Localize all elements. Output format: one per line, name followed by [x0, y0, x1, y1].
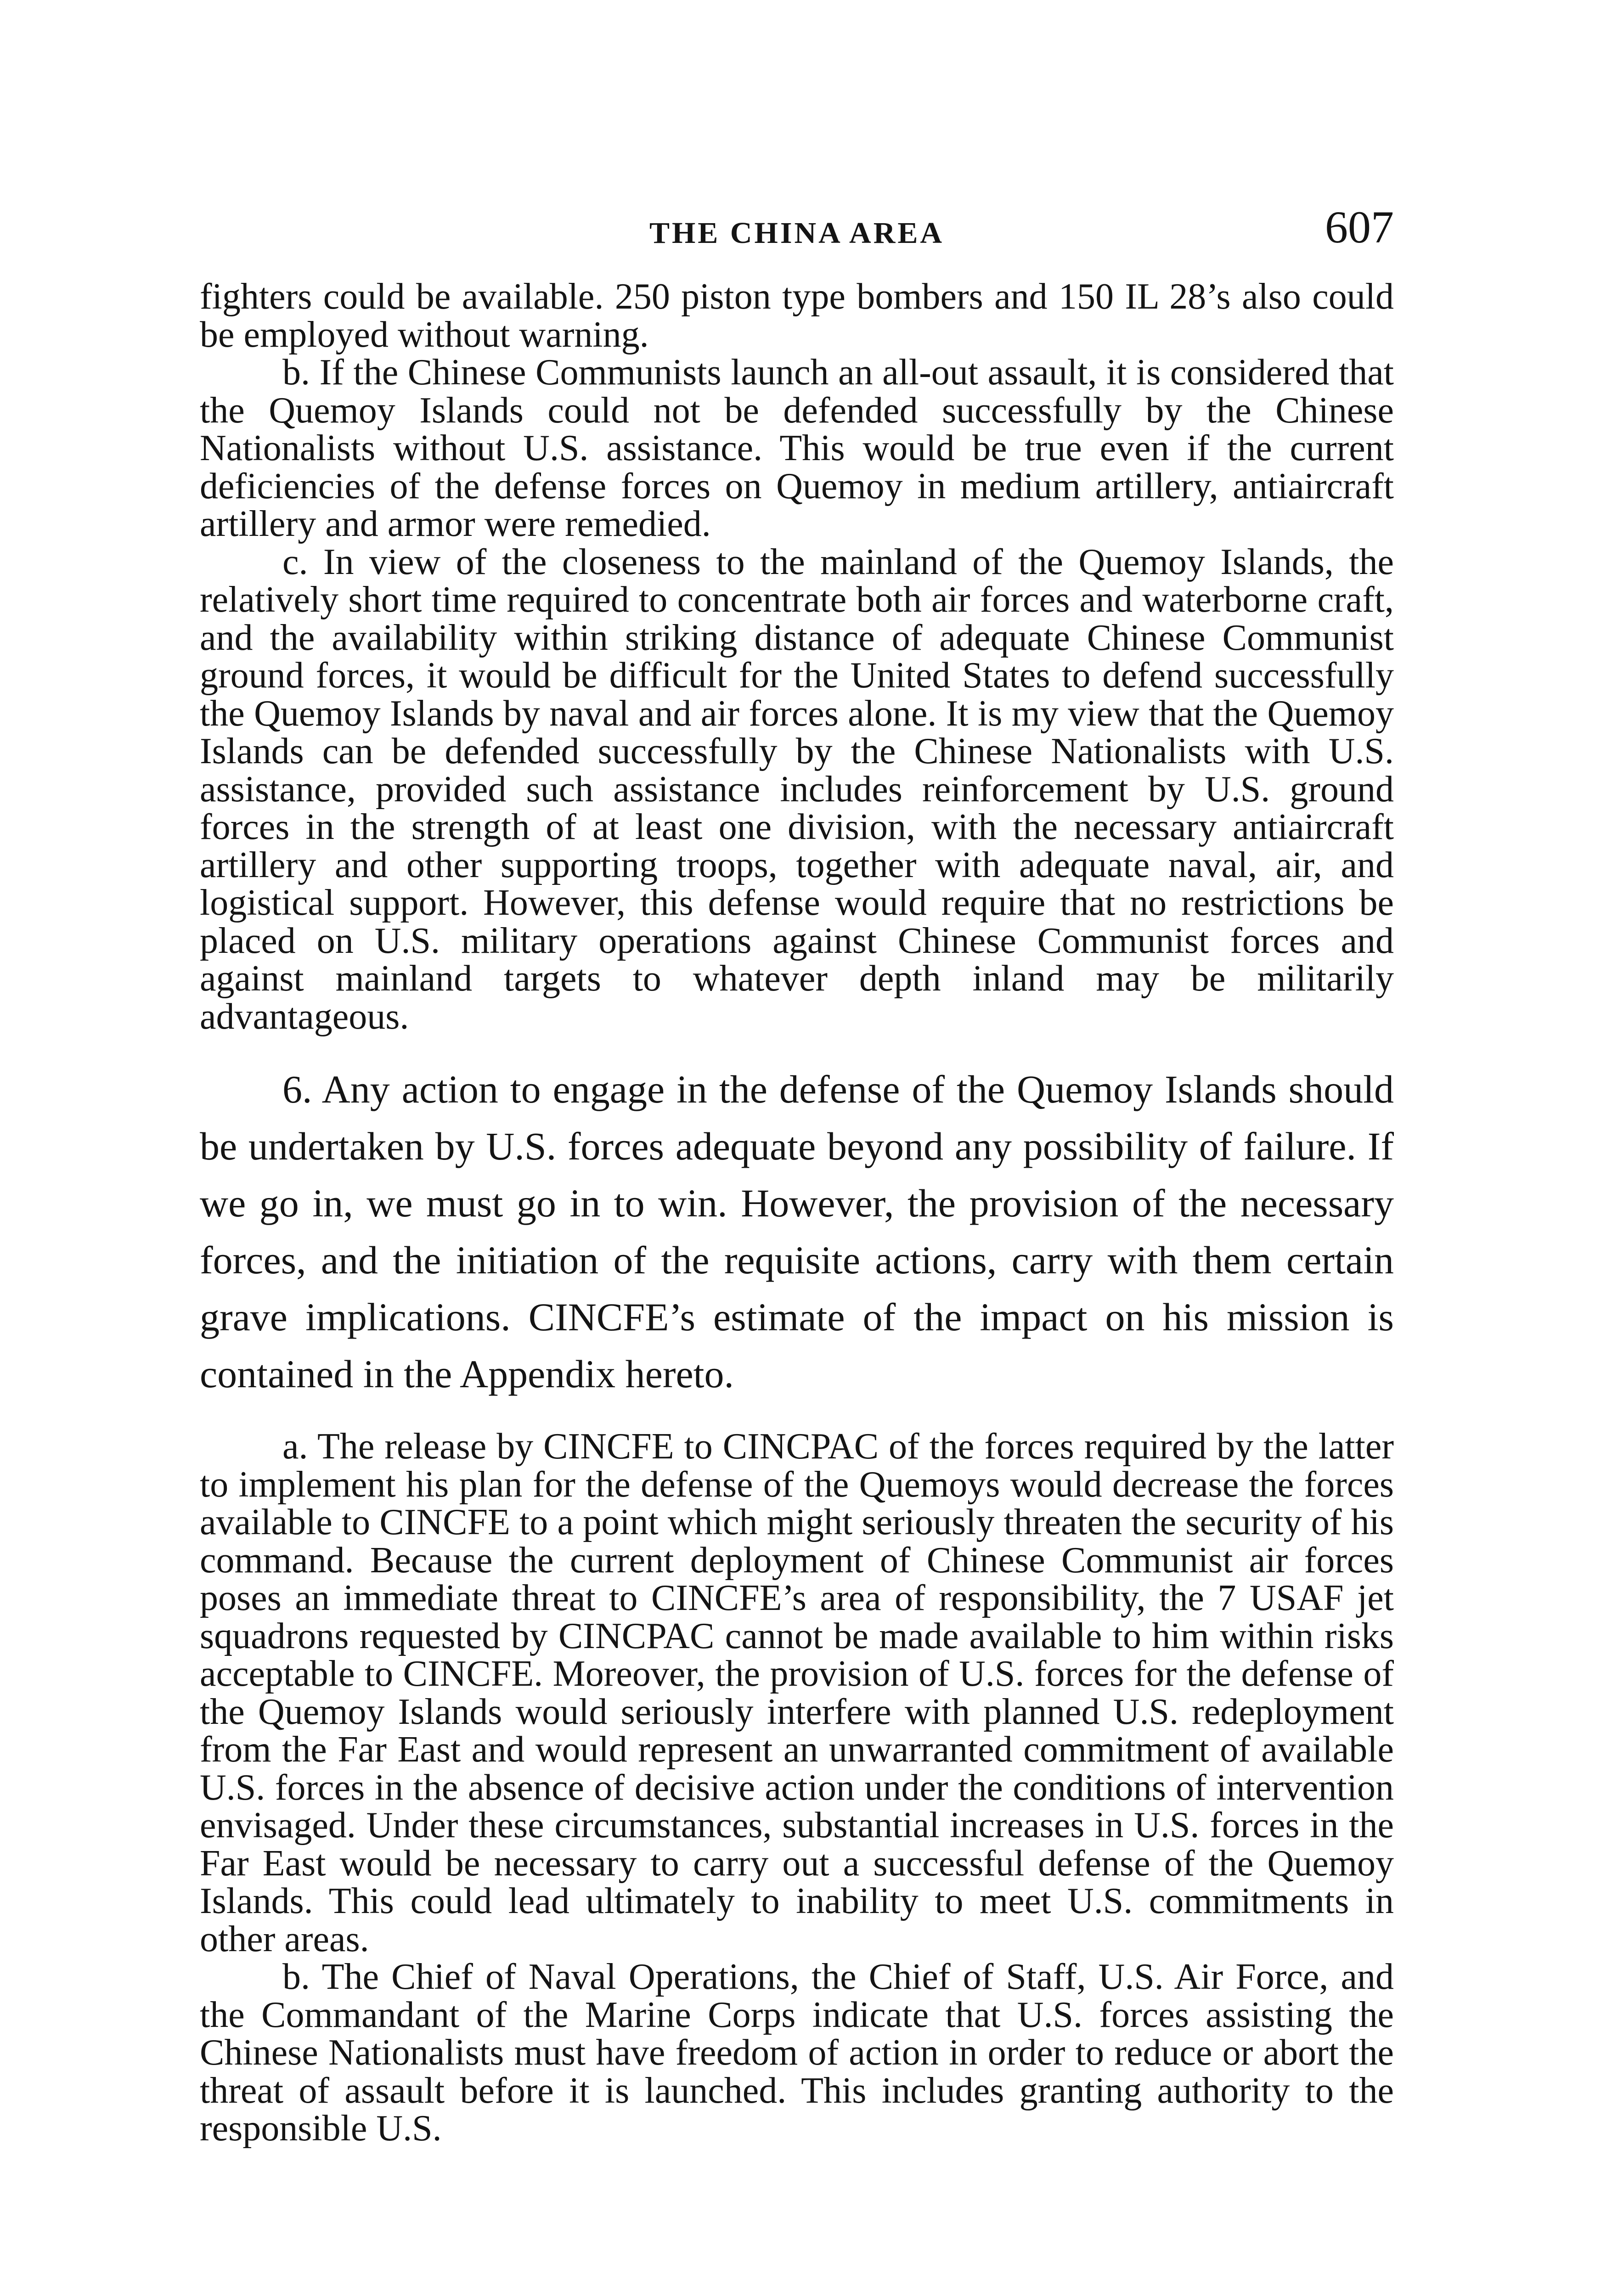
running-head: THE CHINA AREA	[649, 216, 945, 250]
section-6	[200, 1061, 1394, 1402]
paragraph-6: 6. Any action to engage in the defense of the Quemoy Islands should be undertaken by U.S. forces adequate beyond any possibility of failure. If we go in, we must go in to win. However, the provision of the necessary forces, and the initiation of the requisite actions, carry with them certain grave implications. CINCFE’s estimate of the impact on his mission is contained in the Appendix hereto.	[200, 1067, 1394, 1396]
section-6-subparagraphs	[200, 1428, 1394, 2148]
section-5-continued	[200, 278, 1394, 1035]
paragraph-5b: b. If the Chinese Communists launch an all-out assault, it is considered that the Quemoy Islands could not be defended successfully by the Chinese Nationalists without U.S. assistance. This would be true even if the current deficiencies of the defense forces on Quemoy in medium artillery, antiaircraft artillery and armor were remedied.	[200, 352, 1394, 544]
body-text	[200, 278, 1394, 2148]
paragraph-5c: c. In view of the closeness to the mainland of the Quemoy Islands, the relatively short time required to concentrate both air forces and waterborne craft, and the availability within striking distance of adequate Chinese Communist ground forces, it would be difficult for the United States to defend successfully the Quemoy Islands by naval and air forces alone. It is my view that the Quemoy Islands can be defended successfully by the Chinese Nationalists with U.S. assistance, provided such assistance includes reinforcement by U.S. ground forces in the strength of at least one division, with the necessary antiaircraft artillery and other supporting troops, together with adequate naval, air, and logistical support. However, this defense would require that no restrictions be placed on U.S. military operations against Chinese Communist forces and against mainland targets to whatever depth inland may be militarily advantageous.	[200, 541, 1394, 1037]
paragraph-6b: b. The Chief of Naval Operations, the Chief of Staff, U.S. Air Force, and the Commandant of the Marine Corps indicate that U.S. forces assisting the Chinese Nationalists must have freedom of action in order to reduce or abort the threat of assault before it is launched. This includes granting authority to the responsible U.S.	[200, 1957, 1394, 2149]
paragraph-fighters: fighters could be available. 250 piston type bombers and 150 IL 28’s also could be employed without warning.	[200, 276, 1394, 355]
paragraph-6a: a. The release by CINCFE to CINCPAC of the forces required by the latter to implement his plan for the defense of the Quemoys would decrease the forces available to CINCFE to a point which might seriously threaten the security of his command. Because the current deployment of Chinese Communist air forces poses an immediate threat to CINCFE’s area of responsibility, the 7 USAF jet squadrons requested by CINCPAC cannot be made available to him within risks acceptable to CINCFE. Moreover, the provision of U.S. forces for the defense of the Quemoy Islands would seriously interfere with planned U.S. redeployment from the Far East and would represent an unwarranted commitment of available U.S. forces in the absence of decisive action under the conditions of intervention envisaged. Under these circumstances, substantial increases in U.S. forces in the Far East would be necessary to carry out a successful defense of the Quemoy Islands. This could lead ultimately to inability to meet U.S. commitments in other areas.	[200, 1426, 1394, 1959]
page-header	[200, 202, 1394, 262]
page-number: 607	[1325, 202, 1394, 253]
